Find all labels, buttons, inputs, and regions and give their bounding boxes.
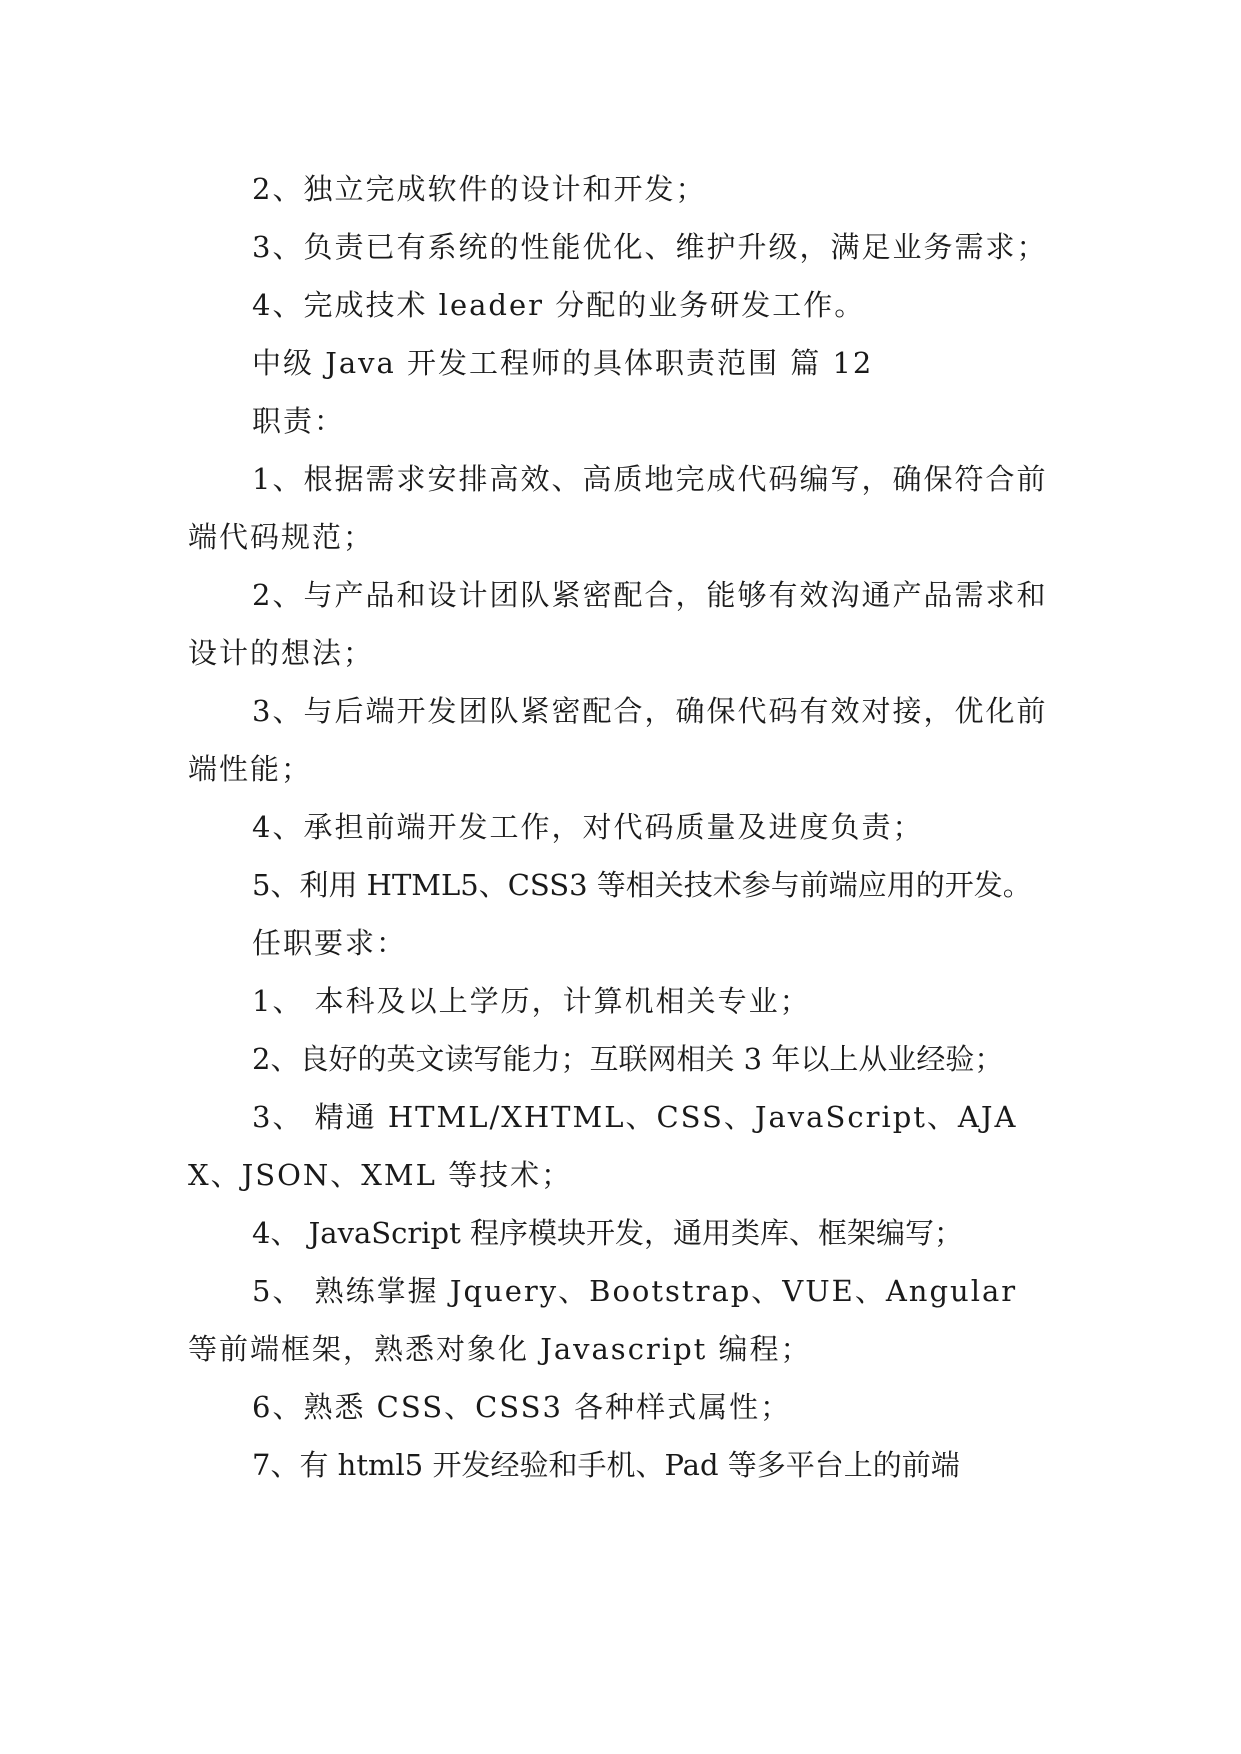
requirement-item-7: 7、有 html5 开发经验和手机、Pad 等多平台上的前端 bbox=[252, 1448, 960, 1482]
requirements-label: 任职要求： bbox=[252, 926, 408, 960]
requirement-item-2: 2、良好的英文读写能力；互联网相关 3 年以上从业经验； bbox=[252, 1042, 1004, 1076]
requirement-item-3: 3、 精通 HTML/XHTML、CSS、JavaScript、AJAX、JSON、XML 等技术； bbox=[188, 1100, 1018, 1192]
requirement-item-4: 4、 JavaScript 程序模块开发，通用类库、框架编写； bbox=[252, 1216, 963, 1250]
responsibility-item-5: 5、利用 HTML5、CSS3 等相关技术参与前端应用的开发。 bbox=[252, 868, 1032, 902]
list-item-4: 4、完成技术 leader 分配的业务研发工作。 bbox=[252, 288, 866, 322]
list-item-2: 2、独立完成软件的设计和开发； bbox=[252, 172, 707, 206]
responsibility-item-3: 3、与后端开发团队紧密配合，确保代码有效对接，优化前端性能； bbox=[188, 694, 1048, 786]
responsibility-item-1: 1、根据需求安排高效、高质地完成代码编写，确保符合前端代码规范； bbox=[188, 462, 1048, 554]
responsibilities-label: 职责： bbox=[252, 404, 346, 438]
requirement-item-1: 1、 本科及以上学历，计算机相关专业； bbox=[252, 984, 811, 1018]
responsibility-item-4: 4、承担前端开发工作，对代码质量及进度负责； bbox=[252, 810, 924, 844]
requirement-item-6: 6、熟悉 CSS、CSS3 各种样式属性； bbox=[252, 1390, 792, 1424]
list-item-3: 3、负责已有系统的性能优化、维护升级，满足业务需求； bbox=[252, 230, 1048, 264]
requirement-item-5: 5、 熟练掌握 Jquery、Bootstrap、VUE、Angular 等前端框架，熟悉对象化 Javascript 编程； bbox=[188, 1274, 1018, 1366]
document-body bbox=[188, 160, 1056, 1494]
section-heading: 中级 Java 开发工程师的具体职责范围 篇 12 bbox=[252, 346, 874, 380]
responsibility-item-2: 2、与产品和设计团队紧密配合，能够有效沟通产品需求和设计的想法； bbox=[188, 578, 1048, 670]
